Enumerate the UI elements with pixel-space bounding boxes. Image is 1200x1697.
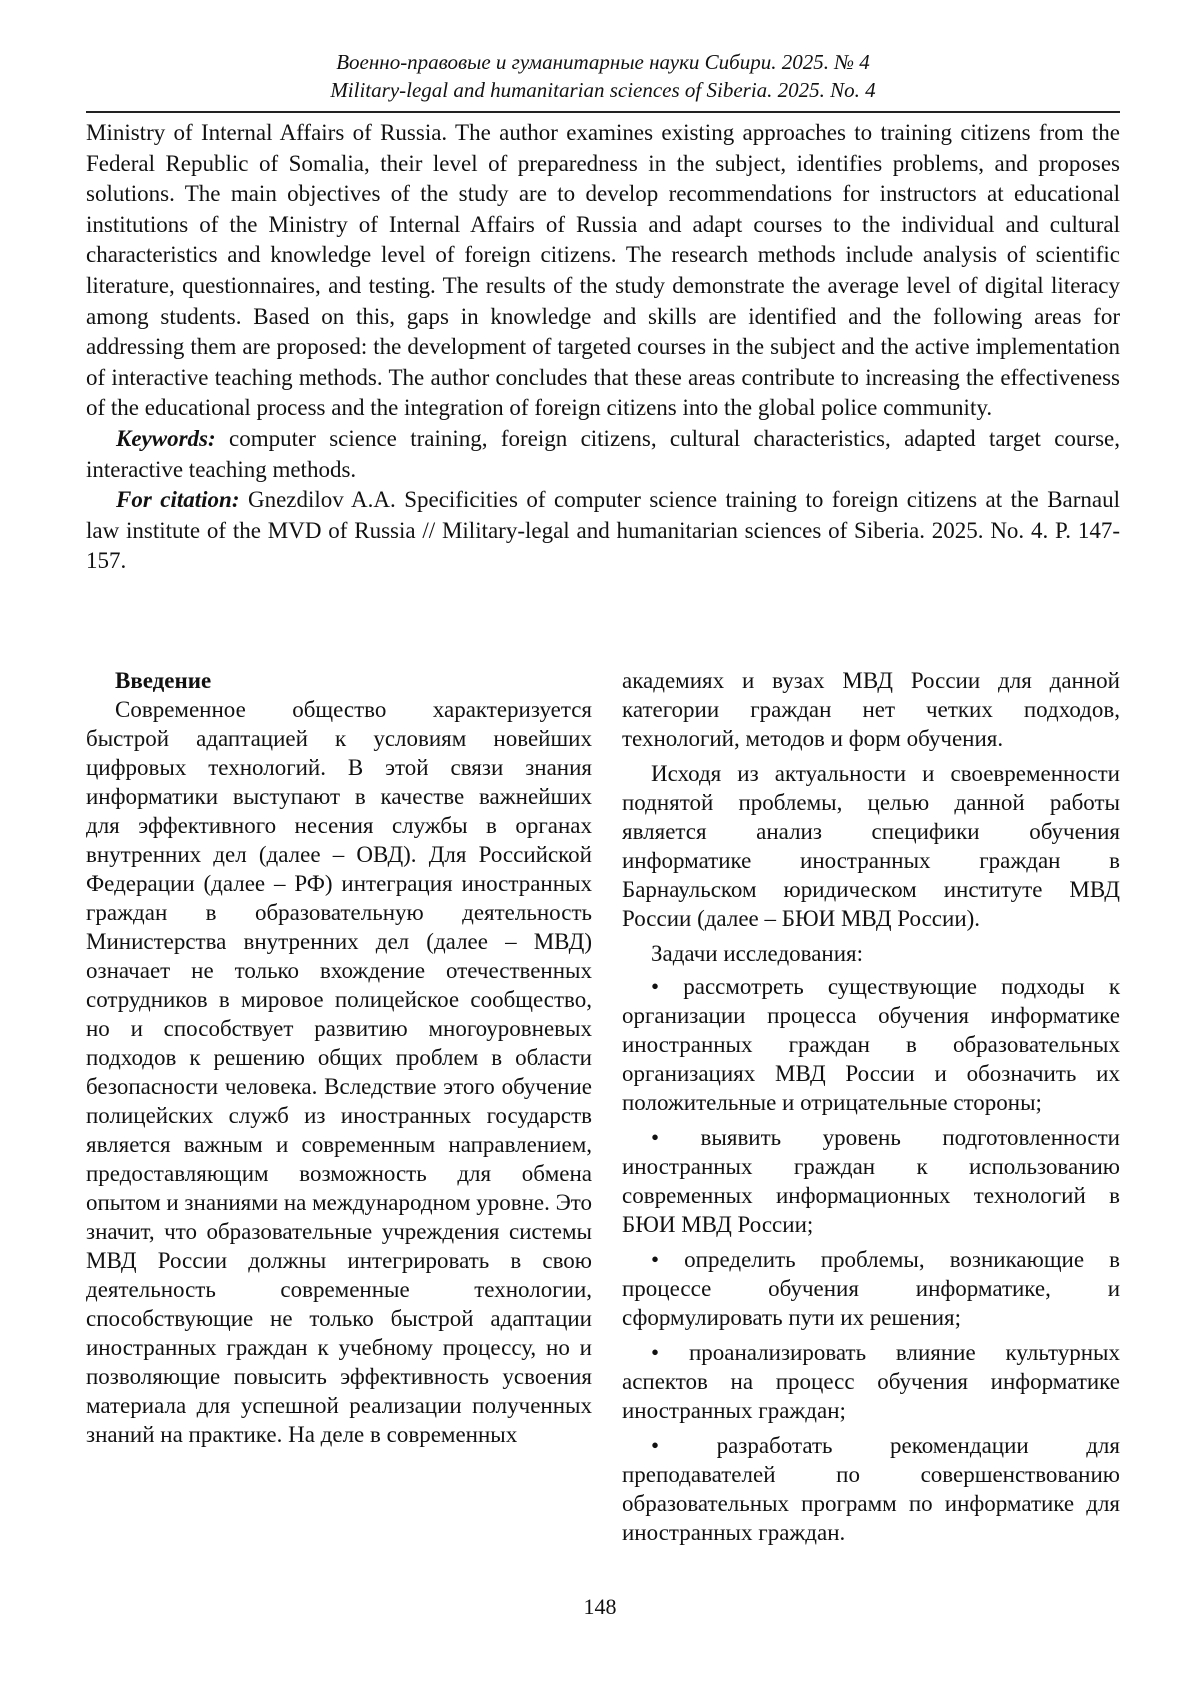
bullet-icon: • xyxy=(651,1247,660,1272)
journal-header xyxy=(86,48,1120,104)
abstract-text: Ministry of Internal Affairs of Russia. The author examines existing approaches to training citizens from the Federal Republic of Somalia, their level of preparedness in the subject, identifies problems, and proposes solutions. The main objectives of the study are to develop recommendations for instructors at educational institutions of the Ministry of Internal Affairs of Russia and adapt courses to the individual and cultural characteristics and knowledge level of foreign citizens. The research methods include analysis of scientific literature, questionnaires, and testing. The results of the study demonstrate the average level of digital literacy among students. Based on this, gaps in knowledge and skills are identified and the following areas for addressing them are proposed: the development of targeted courses in the subject and the active implementation of interactive teaching methods. The author concludes that these areas contribute to increasing the effectiveness of the educational process and the integration of foreign citizens into the global police community. xyxy=(86,120,1120,421)
bullet-icon: • xyxy=(651,1340,660,1365)
bullet-icon: • xyxy=(651,974,660,999)
task-text: разработать рекомендации для преподавателей по совершенствованию образовательных программ по информатике для иностранных граждан. xyxy=(622,1433,1120,1545)
task-text: проанализировать влияние культурных аспектов на процесс обучения информатике иностранных граждан; xyxy=(622,1340,1120,1423)
task-text: выявить уровень подготовленности иностранных граждан к использованию современных информационных технологий в БЮИ МВД России; xyxy=(622,1125,1120,1237)
tasks-list xyxy=(622,972,1120,1547)
task-item xyxy=(622,1123,1120,1239)
keywords-text: computer science training, foreign citizens, cultural characteristics, adapted target course, interactive teaching methods. xyxy=(86,425,1120,482)
citation-label: For citation: xyxy=(116,487,240,513)
task-item xyxy=(622,972,1120,1117)
right-column xyxy=(622,666,1120,1553)
task-item xyxy=(622,1338,1120,1425)
journal-title-en: Military-legal and humanitarian sciences of Siberia. 2025. No. 4 xyxy=(330,78,876,102)
task-item xyxy=(622,1245,1120,1332)
page-number: 148 xyxy=(583,1594,617,1619)
keywords xyxy=(86,424,1120,485)
section-heading-introduction: Введение xyxy=(115,668,212,693)
task-item xyxy=(622,1431,1120,1547)
bullet-icon: • xyxy=(651,1433,660,1458)
tasks-title: Задачи исследования: xyxy=(651,941,864,966)
journal-title-ru: Военно-правовые и гуманитарные науки Сибири. 2025. № 4 xyxy=(336,50,870,74)
bullet-icon: • xyxy=(651,1125,660,1150)
task-text: определить проблемы, возникающие в процессе обучения информатике, и сформулировать пути их решения; xyxy=(622,1247,1121,1330)
citation xyxy=(86,485,1120,577)
abstract xyxy=(86,118,1120,577)
introduction-paragraph: Современное общество характеризуется быстрой адаптацией к условиям новейших цифровых технологий. В этой связи знания информатики выступают в качестве важнейших для эффективного несения службы в органах внутренних дел (далее – ОВД). Для Российской Федерации (далее – РФ) интеграция иностранных граждан в образовательную деятельность Министерства внутренних дел (далее – МВД) означает не только вхождение отечественных сотрудников в мировое полицейское сообщество, но и способствует развитию многоуровневых подходов к решению общих проблем в области безопасности человека. Вследствие этого обучение полицейских служб из иностранных государств является важным и современным направлением, предоставляющим возможность для обмена опытом и знаниями на международном уровне. Это значит, что образовательные учреждения системы МВД России должны интегрировать в свою деятельность современные технологии, способствующие не только быстрой адаптации иностранных граждан к учебному процессу, но и позволяющие повысить эффективность усвоения материала для успешной реализации полученных знаний на практике. На деле в современных xyxy=(86,697,593,1447)
citation-text: Gnezdilov A.A. Specificities of computer science training to foreign citizens at the Barnaul law institute of the MVD of Russia // Military-legal and humanitarian sciences of Siberia. 2025. No. 4. P. 147-157. xyxy=(86,487,1120,574)
continuation-paragraph: академиях и вузах МВД России для данной категории граждан нет четких подходов, технологий, методов и форм обучения. xyxy=(622,668,1120,751)
left-column xyxy=(86,666,592,1449)
task-text: рассмотреть существующие подходы к организации процесса обучения информатике иностранных граждан в образовательных организациях МВД России и обозначить их положительные и отрицательные стороны; xyxy=(622,974,1120,1115)
header-divider xyxy=(86,111,1120,113)
keywords-label: Keywords: xyxy=(116,425,216,451)
goal-paragraph: Исходя из актуальности и своевременности поднятой проблемы, целью данной работы является анализ специфики обучения информатике иностранных граждан в Барнаульском юридическом институте МВД России (далее – БЮИ МВД России). xyxy=(622,761,1120,931)
